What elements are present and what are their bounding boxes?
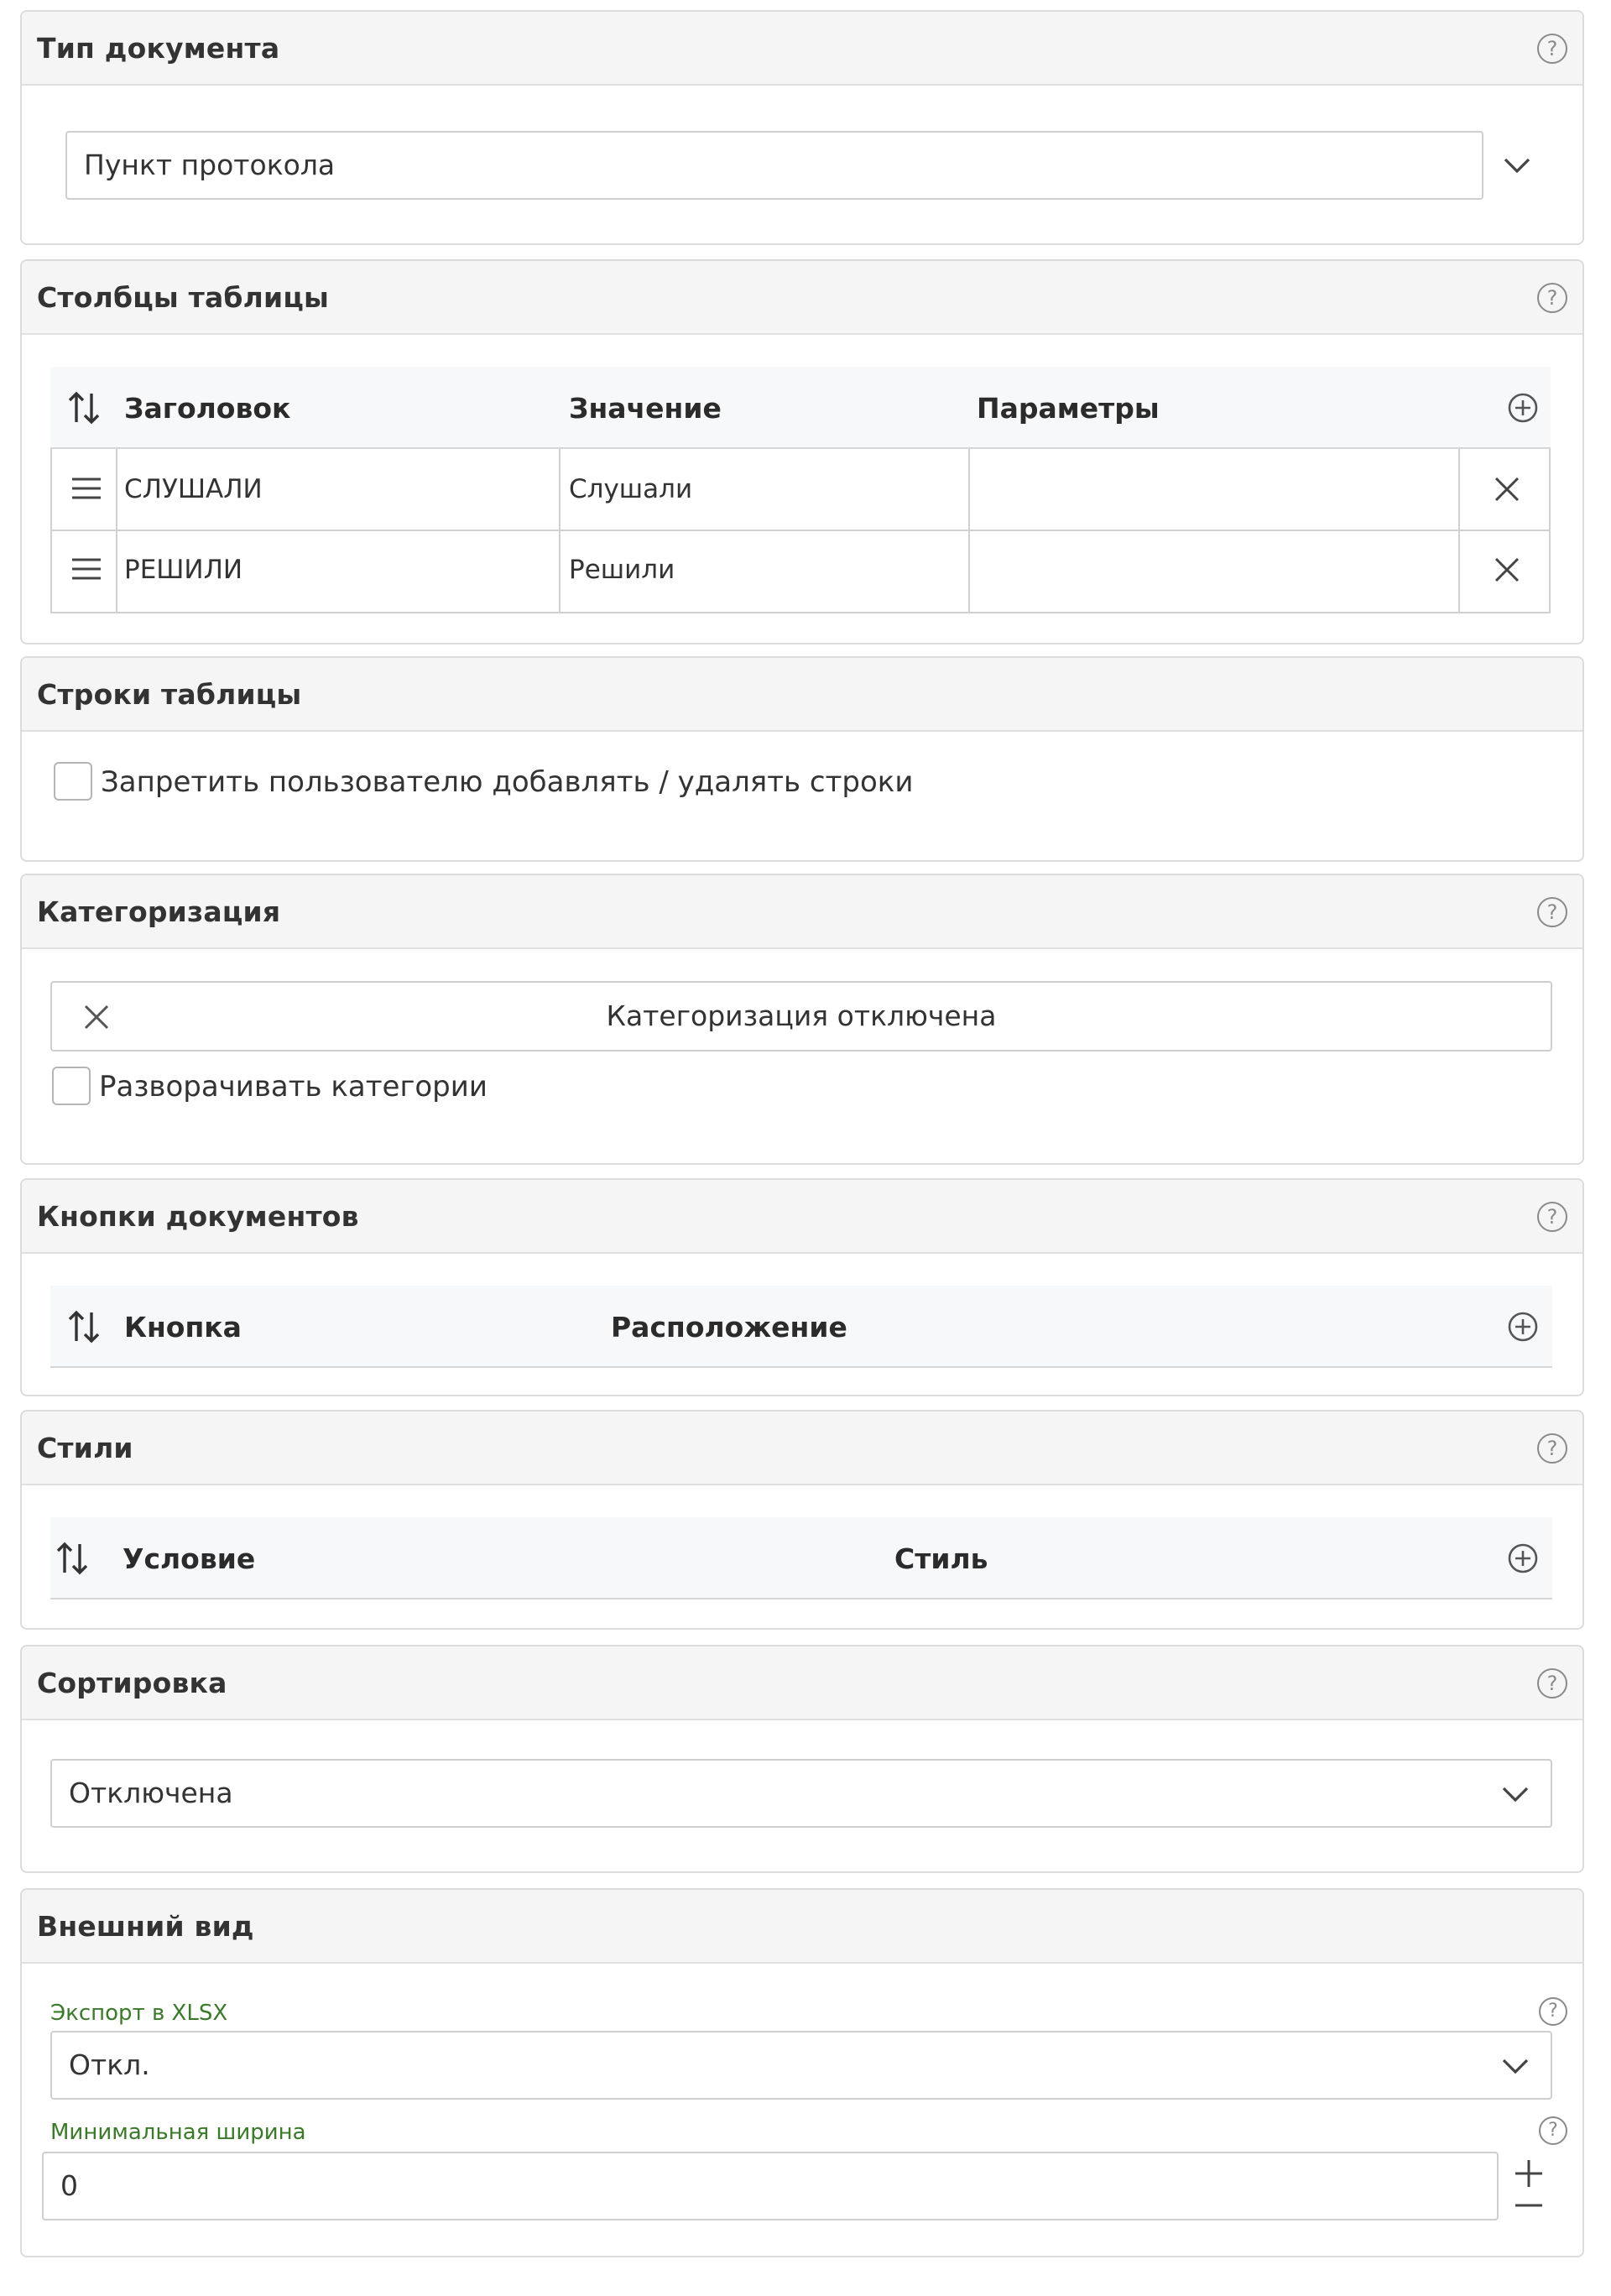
categorization-status: Категоризация отключена <box>606 999 997 1032</box>
appearance-title: Внешний вид <box>37 1910 254 1943</box>
help-icon[interactable]: ? <box>1537 1668 1567 1699</box>
delete-row-icon[interactable] <box>1492 474 1522 504</box>
help-icon[interactable]: ? <box>1539 2116 1567 2145</box>
export-xlsx-select[interactable] <box>50 2031 1552 2100</box>
decrement-icon[interactable] <box>1512 2195 1546 2215</box>
col-header-value[interactable]: Значение <box>569 392 722 425</box>
help-icon[interactable]: ? <box>1539 1997 1567 2026</box>
card-header <box>22 12 1582 86</box>
table-row[interactable] <box>52 531 1549 612</box>
sorting-select[interactable] <box>50 1759 1552 1828</box>
help-icon[interactable]: ? <box>1537 34 1567 64</box>
help-icon[interactable]: ? <box>1537 283 1567 313</box>
card-header <box>22 1646 1582 1720</box>
doc-buttons-card <box>20 1178 1584 1396</box>
row-title-cell[interactable]: РЕШИЛИ <box>124 555 243 585</box>
card-header <box>22 1180 1582 1254</box>
col-header-condition[interactable]: Условие <box>123 1542 256 1575</box>
columns-header-row <box>50 367 1551 449</box>
chevron-down-icon[interactable] <box>1499 1777 1532 1811</box>
doc-type-card <box>20 10 1584 245</box>
expand-categories-label[interactable]: Разворачивать категории <box>99 1070 487 1104</box>
expand-categories-checkbox[interactable] <box>52 1067 91 1105</box>
doc-buttons-header-row <box>50 1286 1552 1368</box>
col-header-location[interactable]: Расположение <box>611 1311 847 1344</box>
divider <box>116 531 117 612</box>
forbid-add-remove-checkbox[interactable] <box>54 762 92 801</box>
min-width-label: Минимальная ширина <box>50 2120 306 2145</box>
divider <box>1458 449 1460 531</box>
chevron-down-icon[interactable] <box>1500 149 1534 182</box>
sorting-title: Сортировка <box>37 1667 227 1699</box>
categorization-title: Категоризация <box>37 895 281 928</box>
card-header <box>22 1890 1582 1964</box>
add-button-icon[interactable] <box>1507 1311 1539 1343</box>
card-header <box>22 875 1582 949</box>
card-header <box>22 261 1582 335</box>
rows-card <box>20 656 1584 862</box>
rows-title: Строки таблицы <box>37 678 302 711</box>
min-width-value: 0 <box>60 2169 78 2202</box>
categorization-selector[interactable] <box>50 981 1552 1051</box>
divider <box>1458 531 1460 612</box>
export-xlsx-label: Экспорт в XLSX <box>50 2001 228 2026</box>
min-width-input[interactable] <box>42 2152 1499 2220</box>
increment-icon[interactable] <box>1512 2157 1546 2190</box>
styles-title: Стили <box>37 1432 133 1464</box>
col-header-button[interactable]: Кнопка <box>124 1311 242 1344</box>
divider <box>559 531 560 612</box>
add-column-icon[interactable] <box>1507 392 1539 424</box>
divider <box>968 531 970 612</box>
col-header-style[interactable]: Стиль <box>894 1542 988 1575</box>
col-header-params[interactable]: Параметры <box>977 392 1160 425</box>
forbid-add-remove-label[interactable]: Запретить пользователю добавлять / удалять строки <box>101 765 914 799</box>
doc-type-value: Пункт протокола <box>84 149 336 181</box>
sorting-value: Отключена <box>69 1777 233 1809</box>
doc-buttons-title: Кнопки документов <box>37 1200 359 1233</box>
sort-arrows-icon[interactable] <box>67 1309 101 1344</box>
divider <box>968 449 970 531</box>
help-icon[interactable]: ? <box>1537 1433 1567 1464</box>
drag-handle-icon[interactable] <box>70 556 102 582</box>
styles-card <box>20 1410 1584 1630</box>
help-icon[interactable]: ? <box>1537 1202 1567 1232</box>
categorization-card <box>20 874 1584 1165</box>
card-header <box>22 1412 1582 1485</box>
drag-handle-icon[interactable] <box>70 476 102 501</box>
columns-title: Столбцы таблицы <box>37 281 330 314</box>
col-header-title[interactable]: Заголовок <box>124 392 291 425</box>
columns-card <box>20 259 1584 644</box>
chevron-down-icon[interactable] <box>1499 2049 1532 2083</box>
table-row[interactable] <box>52 449 1549 531</box>
sorting-card <box>20 1645 1584 1873</box>
divider <box>559 449 560 531</box>
sort-arrows-icon[interactable] <box>67 390 101 425</box>
columns-table <box>50 449 1551 613</box>
card-header <box>22 658 1582 732</box>
add-style-icon[interactable] <box>1507 1542 1539 1574</box>
styles-header-row <box>50 1517 1552 1599</box>
doc-type-select[interactable] <box>65 131 1483 200</box>
row-value-cell[interactable]: Слушали <box>569 474 693 504</box>
help-icon[interactable]: ? <box>1537 897 1567 927</box>
row-title-cell[interactable]: СЛУШАЛИ <box>124 474 263 504</box>
doc-type-title: Тип документа <box>37 32 280 65</box>
export-xlsx-value: Откл. <box>69 2048 150 2081</box>
delete-row-icon[interactable] <box>1492 555 1522 585</box>
row-value-cell[interactable]: Решили <box>569 555 675 585</box>
appearance-card <box>20 1888 1584 2257</box>
sort-arrows-icon[interactable] <box>55 1541 89 1576</box>
divider <box>116 449 117 531</box>
